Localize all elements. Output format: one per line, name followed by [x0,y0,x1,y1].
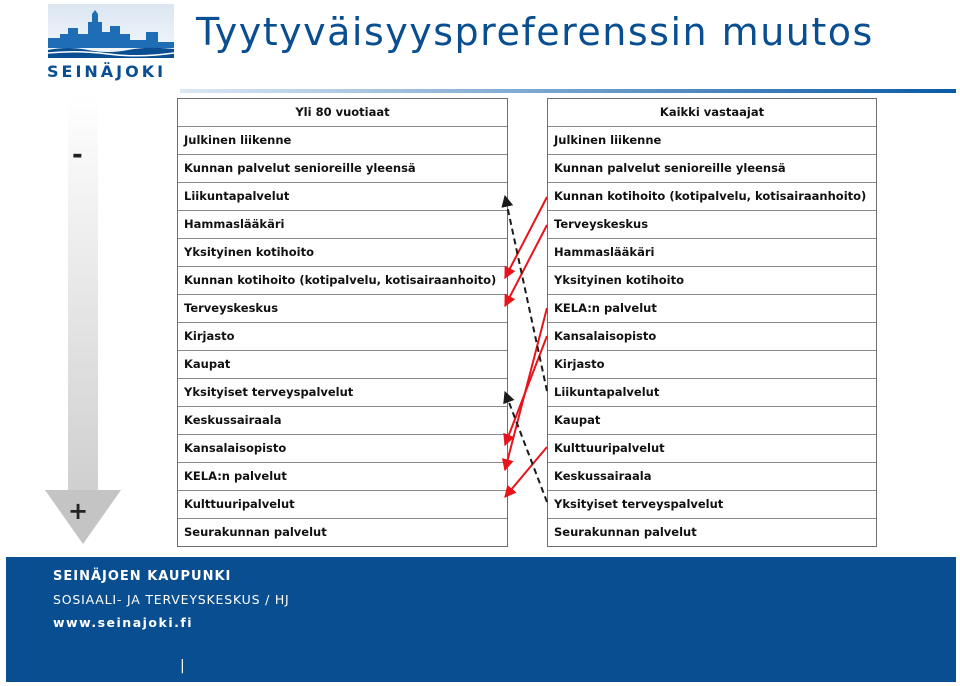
table-row: Kulttuuripalvelut [178,491,507,519]
table-row: Keskussairaala [548,463,876,491]
table-row: Kirjasto [548,351,876,379]
declined-rank-arrow [505,392,547,502]
table-header: Yli 80 vuotiaat [178,99,507,127]
logo-wordmark: SEINÄJOKI [47,62,167,81]
city-skyline-icon [48,4,174,58]
table-row: Terveyskeskus [178,295,507,323]
improved-rank-arrow [505,447,547,497]
title-rule [180,89,956,93]
table-row: Kunnan kotihoito (kotipalvelu, kotisairaanhoito) [178,267,507,295]
scale-minus-label: - [72,140,83,170]
footer-department: SOSIAALI- JA TERVEYSKESKUS / HJ [53,592,290,607]
table-row: Kaupat [548,407,876,435]
table-row: Yksityinen kotihoito [548,267,876,295]
table-row: Kaupat [178,351,507,379]
table-row: Yksityiset terveyspalvelut [178,379,507,407]
scale-plus-label: + [68,497,89,525]
improved-rank-arrow [505,225,547,306]
table-header: Kaikki vastaajat [548,99,876,127]
table-row: KELA:n palvelut [548,295,876,323]
footer-organization: SEINÄJOEN KAUPUNKI [53,569,232,584]
table-row: Kansalaisopisto [548,323,876,351]
table-row: Seurakunnan palvelut [184,525,327,539]
table-row: Hammaslääkäri [548,239,876,267]
table-row: KELA:n palvelut [178,463,507,491]
table-row: Kunnan kotihoito (kotipalvelu, kotisairaanhoito) [548,183,876,211]
table-row: Kunnan palvelut senioreille yleensä [178,155,507,183]
table-row: Terveyskeskus [548,211,876,239]
table-row: Kirjasto [178,323,507,351]
footer-website-link[interactable]: www.seinajoki.fi [53,615,194,630]
seinajoki-logo [45,4,177,82]
improved-rank-arrow [505,308,547,470]
table-row: Hammaslääkäri [178,211,507,239]
table-row: Kansalaisopisto [178,435,507,463]
footer-separator: | [180,658,185,674]
table-row: Kunnan palvelut senioreille yleensä [548,155,876,183]
table-row: Julkinen liikenne [178,127,507,155]
footer [6,557,956,682]
improved-rank-arrow [505,336,547,445]
table-row: Julkinen liikenne [548,127,876,155]
declined-rank-arrow [505,196,547,391]
table-row: Keskussairaala [178,407,507,435]
ranking-table-over-80 [177,98,508,547]
improved-rank-arrow [505,197,547,278]
ranking-table-all-respondents [547,98,877,547]
page-title: Tyytyväisyyspreferenssin muutos [196,10,874,54]
table-row: Yksityinen kotihoito [178,239,507,267]
table-row: Seurakunnan palvelut [554,525,697,539]
table-row: Liikuntapalvelut [178,183,507,211]
table-row: Yksityiset terveyspalvelut [548,491,876,519]
table-row: Kulttuuripalvelut [548,435,876,463]
table-row: Liikuntapalvelut [548,379,876,407]
